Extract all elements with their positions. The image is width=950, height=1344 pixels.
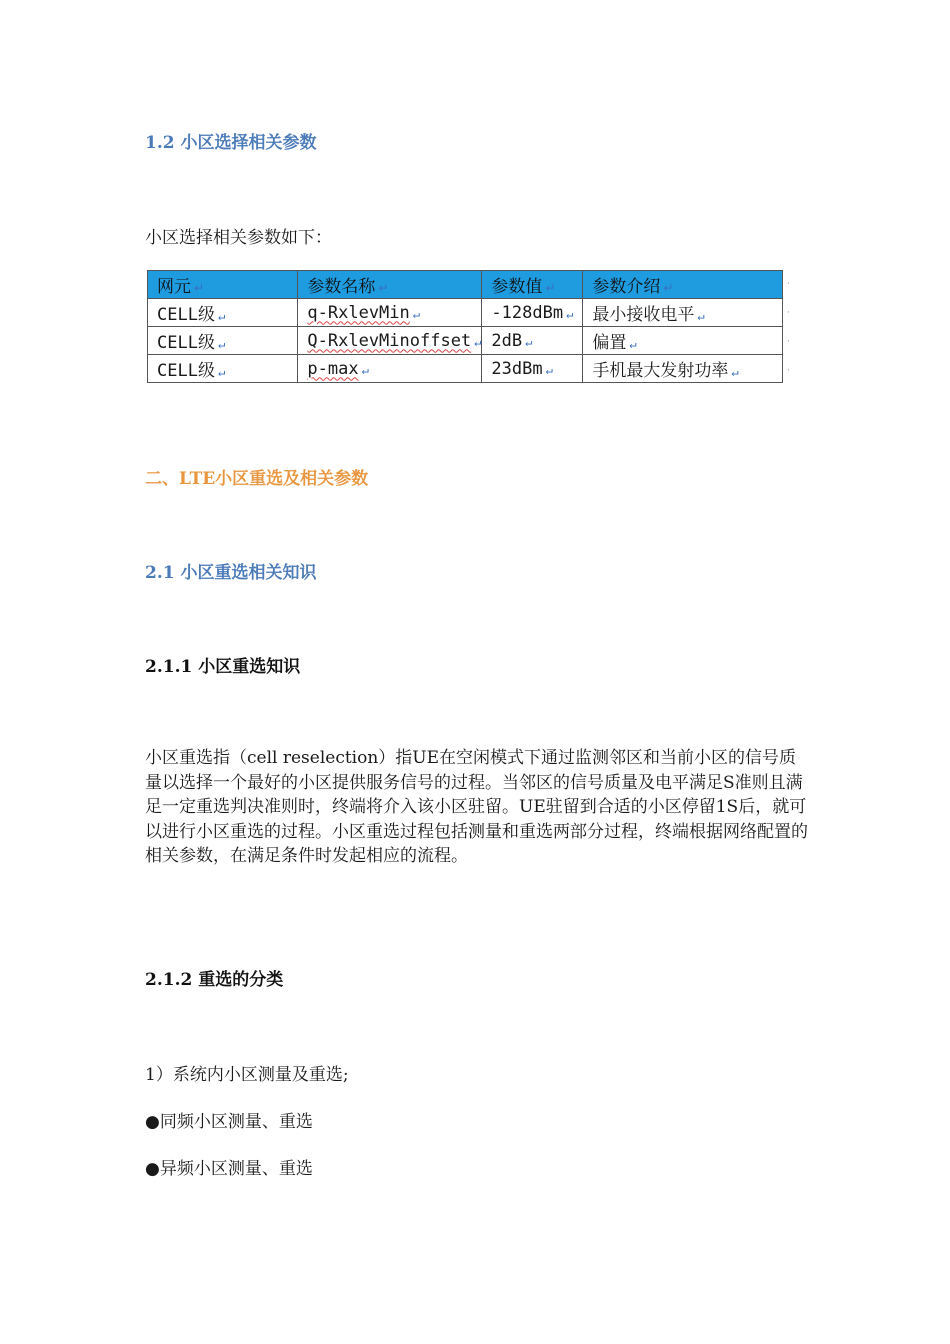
reselection-description-paragraph: 小区重选指（cell reselection）指UE在空闲模式下通过监测邻区和当前小区的信号质量以选择一个最好的小区提供服务信号的过程。当邻区的信号质量及电平满足S准则且满足一定重选判决准则时，终端将介入该小区驻留。UE驻留到合适的小区停留1S后，就可以进行小区重选的过程。小区重选过程包括测量和重选两部分过程，终端根据网络配置的相关参数，在满足条件时发起相应的流程。 bbox=[145, 748, 808, 866]
table-row bbox=[148, 299, 783, 327]
return-mark-icon: ↵ bbox=[566, 306, 574, 321]
table-cell: 23dBm ↵ bbox=[482, 355, 583, 383]
parameter-table bbox=[147, 270, 783, 383]
cell-marker-icon: ↵ bbox=[378, 281, 389, 295]
table-header-row bbox=[148, 271, 783, 299]
table-cell: q-RxlevMin ↵ bbox=[298, 299, 482, 327]
header-cell: 参数值 ↵ bbox=[482, 271, 583, 299]
table-cell: 偏置 ↵ bbox=[583, 327, 783, 355]
table-row bbox=[148, 355, 783, 383]
row-end-mark-icon: · bbox=[787, 366, 790, 376]
table-cell: p-max ↵ bbox=[298, 355, 482, 383]
header-cell: 参数介绍 ↵ bbox=[583, 271, 783, 299]
table-cell: -128dBm ↵ bbox=[482, 299, 583, 327]
table-cell: CELL级 ↵ bbox=[148, 327, 298, 355]
row-end-mark-icon: · bbox=[787, 308, 790, 318]
return-mark-icon: ↵ bbox=[474, 334, 482, 349]
cell-marker-icon: ↵ bbox=[663, 281, 674, 295]
header-cell: 参数名称 ↵ bbox=[298, 271, 482, 299]
section-heading-2-1: 2.1 小区重选相关知识 bbox=[145, 563, 317, 583]
section-heading-2-1-1: 2.1.1 小区重选知识 bbox=[145, 657, 301, 677]
return-mark-icon: ↵ bbox=[217, 309, 226, 323]
return-mark-icon: ↵ bbox=[412, 306, 420, 321]
table-cell: Q-RxlevMinoffset ↵ bbox=[298, 327, 482, 355]
header-cell: 网元 ↵ bbox=[148, 271, 298, 299]
section-heading-1-2: 1.2 小区选择相关参数 bbox=[145, 133, 317, 153]
table-cell: 2dB ↵ bbox=[482, 327, 583, 355]
return-mark-icon: ↵ bbox=[697, 309, 705, 323]
section-heading-2: 二、LTE小区重选及相关参数 bbox=[145, 469, 369, 489]
return-mark-icon: ↵ bbox=[545, 362, 553, 377]
return-mark-icon: ↵ bbox=[361, 362, 369, 377]
return-mark-icon: ↵ bbox=[217, 365, 226, 379]
return-mark-icon: ↵ bbox=[525, 334, 533, 349]
table-row bbox=[148, 327, 783, 355]
cell-marker-icon: ↵ bbox=[545, 281, 556, 295]
bullet-intra-frequency: ●同频小区测量、重选 bbox=[145, 1112, 313, 1132]
table-cell: 手机最大发射功率 ↵ bbox=[583, 355, 783, 383]
row-end-mark-icon: · bbox=[787, 279, 790, 289]
list-item-intra-system: 1）系统内小区测量及重选; bbox=[145, 1065, 349, 1085]
table-intro-text: 小区选择相关参数如下： bbox=[145, 228, 332, 248]
cell-marker-icon: ↵ bbox=[194, 281, 205, 295]
section-heading-2-1-2: 2.1.2 重选的分类 bbox=[145, 970, 284, 990]
bullet-inter-frequency: ●异频小区测量、重选 bbox=[145, 1159, 313, 1179]
return-mark-icon: ↵ bbox=[217, 337, 226, 351]
table-cell: 最小接收电平 ↵ bbox=[583, 299, 783, 327]
table-cell: CELL级 ↵ bbox=[148, 299, 298, 327]
return-mark-icon: ↵ bbox=[731, 365, 739, 379]
return-mark-icon: ↵ bbox=[629, 337, 637, 351]
table-cell: CELL级 ↵ bbox=[148, 355, 298, 383]
row-end-mark-icon: · bbox=[787, 337, 790, 347]
